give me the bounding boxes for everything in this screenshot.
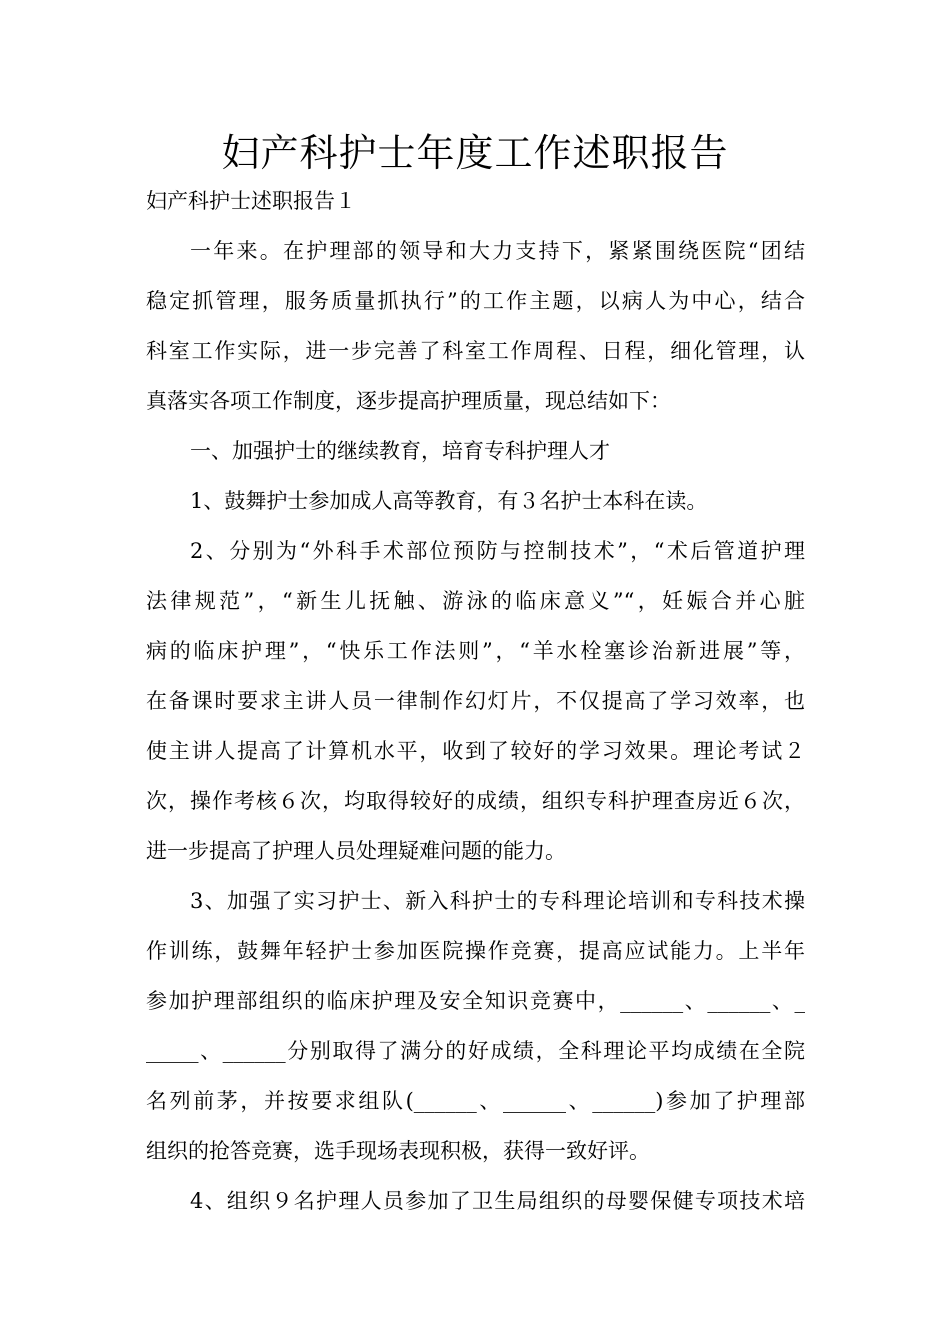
document-subtitle: 妇产科护士述职报告１ <box>146 189 356 213</box>
paragraph-line: 进一步提高了护理人员处理疑难问题的能力。 <box>146 839 566 863</box>
paragraph-line: 名列前茅，并按要求组队(______、______、______)参加了护理部 <box>146 1089 805 1113</box>
paragraph-line: 使主讲人提高了计算机水平，收到了较好的学习效果。理论考试２ <box>146 739 805 763</box>
paragraph-line: 参加护理部组织的临床护理及安全知识竞赛中，______、______、_ <box>146 989 805 1013</box>
paragraph-line: 1、鼓舞护士参加成人高等教育，有３名护士本科在读。 <box>190 489 708 513</box>
paragraph-line: 组织的抢答竞赛，选手现场表现积极，获得一致好评。 <box>146 1139 650 1163</box>
paragraph-line: 真落实各项工作制度，逐步提高护理质量，现总结如下： <box>146 389 671 413</box>
paragraph-line: 稳定抓管理，服务质量抓执行”的工作主题，以病人为中心，结合 <box>146 289 805 313</box>
paragraph-line: 2、分别为“外科手术部位预防与控制技术”，“术后管道护理 <box>190 539 805 563</box>
section-heading: 一、加强护士的继续教育，培育专科护理人才 <box>190 439 610 463</box>
paragraph-line: 3、加强了实习护士、新入科护士的专科理论培训和专科技术操 <box>190 889 805 913</box>
paragraph-line: 一年来。在护理部的领导和大力支持下，紧紧围绕医院“团结 <box>190 239 805 263</box>
paragraph-line: 作训练，鼓舞年轻护士参加医院操作竞赛，提高应试能力。上半年 <box>146 939 805 963</box>
paragraph-line: 法律规范”，“新生儿抚触、游泳的临床意义”“，妊娠合并心脏 <box>146 589 805 613</box>
document-title: 妇产科护士年度工作述职报告 <box>221 131 729 175</box>
paragraph-line: 病的临床护理”，“快乐工作法则”，“羊水栓塞诊治新进展”等， <box>146 639 805 663</box>
paragraph-line: 次，操作考核６次，均取得较好的成绩，组织专科护理查房近６次， <box>146 789 805 813</box>
paragraph-line: _____、______分别取得了满分的好成绩，全科理论平均成绩在全院 <box>146 1039 805 1063</box>
paragraph-line: 在备课时要求主讲人员一律制作幻灯片，不仅提高了学习效率，也 <box>146 689 805 713</box>
paragraph-line: 科室工作实际，进一步完善了科室工作周程、日程，细化管理，认 <box>146 339 805 363</box>
paragraph-line: 4、组织９名护理人员参加了卫生局组织的母婴保健专项技术培 <box>190 1189 805 1213</box>
